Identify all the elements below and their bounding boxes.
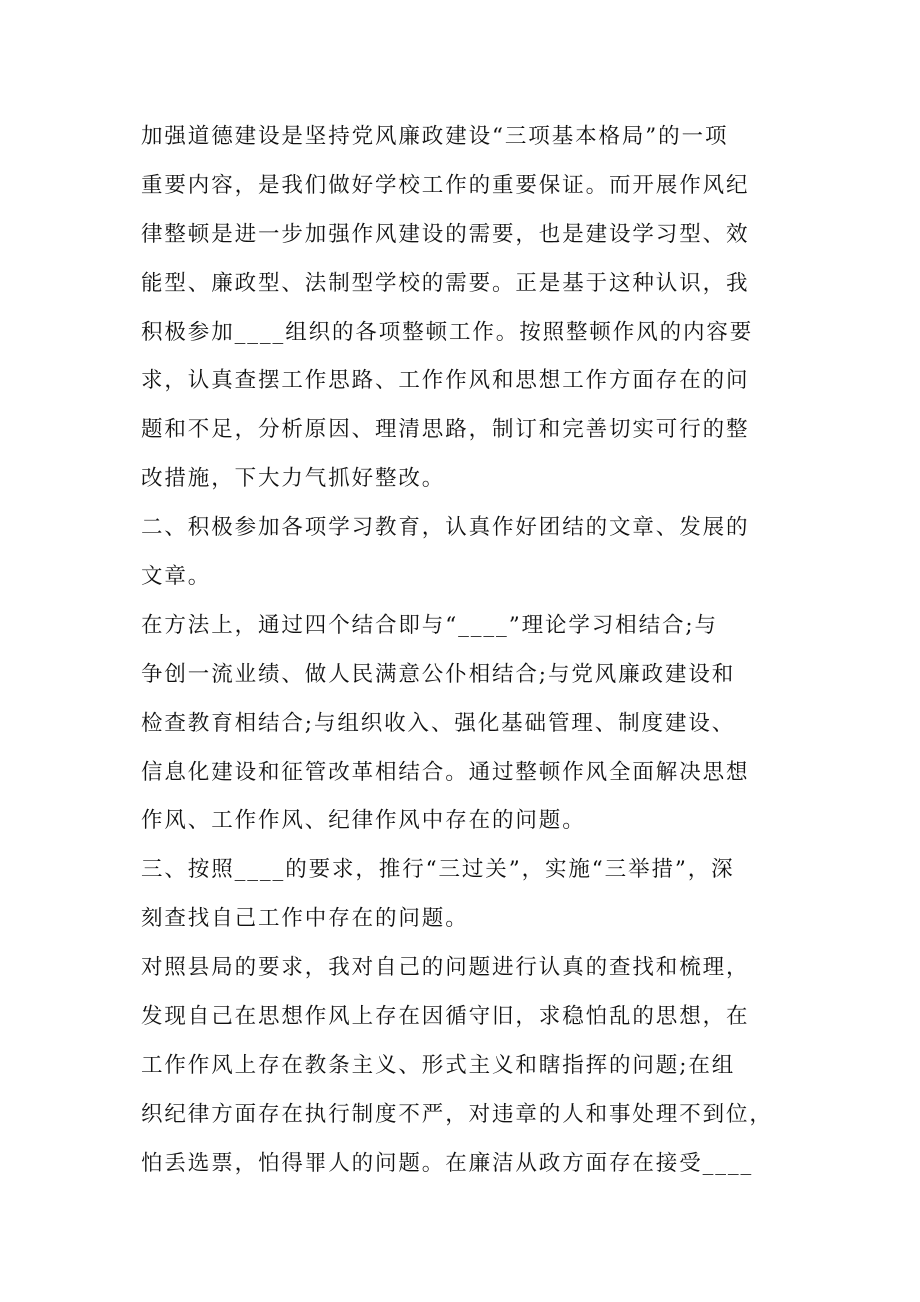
text-line: 积极参加____组织的各项整顿工作。按照整顿作风的内容要 bbox=[141, 319, 754, 345]
text-line: 律整顿是进一步加强作风建设的需要，也是建设学习型、效 bbox=[141, 221, 750, 247]
text-line: 改措施，下大力气抓好整改。 bbox=[141, 466, 446, 492]
text-line: 加强道德建设是坚持党风廉政建设“三项基本格局”的一项 bbox=[141, 124, 729, 149]
text-line: 检查教育相结合;与组织收入、强化基础管理、制度建设、 bbox=[141, 710, 736, 736]
text-line: 织纪律方面存在执行制度不严，对违章的人和事处理不到位， bbox=[141, 1101, 773, 1127]
text-line: 作风、工作作风、纪律作风中存在的问题。 bbox=[141, 808, 586, 834]
text-line: 重要内容，是我们做好学校工作的重要保证。而开展作风纪 bbox=[141, 172, 750, 198]
text-line: 在方法上，通过四个结合即与“____”理论学习相结合;与 bbox=[141, 612, 718, 638]
section-heading-line: 文章。 bbox=[141, 564, 212, 590]
text-line: 怕丢选票，怕得罪人的问题。在廉洁从政方面存在接受____ bbox=[141, 1150, 754, 1176]
text-line: 发现自己在思想作风上存在因循守旧，求稳怕乱的思想，在 bbox=[141, 1004, 750, 1030]
text-line: 题和不足，分析原因、理清思路，制订和完善切实可行的整 bbox=[141, 417, 750, 443]
text-line: 对照县局的要求，我对自己的问题进行认真的查找和梳理， bbox=[141, 955, 750, 981]
section-heading-line: 刻查找自己工作中存在的问题。 bbox=[141, 906, 469, 932]
section-heading-line: 二、积极参加各项学习教育，认真作好团结的文章、发展的 bbox=[141, 515, 750, 541]
text-line: 争创一流业绩、做人民满意公仆相结合;与党风廉政建设和 bbox=[141, 661, 736, 687]
section-heading-line: 三、按照____的要求，推行“三过关”，实施“三举措”，深 bbox=[141, 857, 735, 883]
text-line: 工作作风上存在教条主义、形式主义和瞎指挥的问题;在组 bbox=[141, 1052, 736, 1078]
text-line: 求，认真查摆工作思路、工作作风和思想工作方面存在的问 bbox=[141, 368, 750, 394]
document-body bbox=[141, 113, 781, 1189]
text-line: 能型、廉政型、法制型学校的需要。正是基于这种认识，我 bbox=[141, 270, 750, 296]
text-line: 信息化建设和征管改革相结合。通过整顿作风全面解决思想 bbox=[141, 759, 750, 785]
